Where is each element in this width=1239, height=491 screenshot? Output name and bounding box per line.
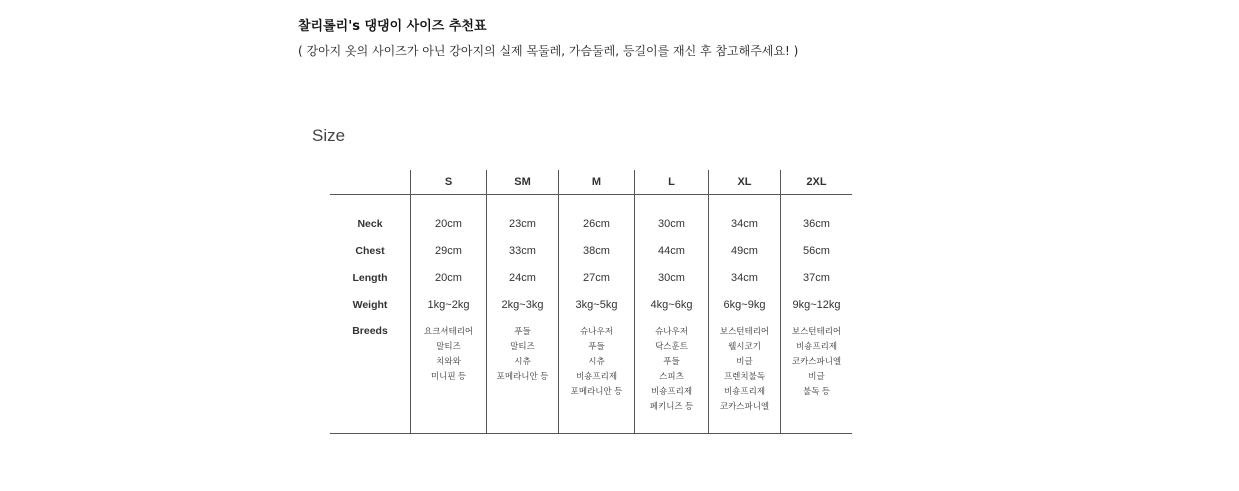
table-cell: 1kg~2kg [411,291,487,318]
breed-cell [487,318,559,433]
breed-name: 비숑프리제 [575,371,618,381]
breed-name: 닥스훈트 [655,341,688,351]
size-header-m: M [559,170,635,194]
size-header-l: L [635,170,709,194]
breed-name: 포메라니안 등 [570,386,623,396]
table-row-chest [330,237,852,264]
breed-name: 보스턴테리어 [719,326,770,336]
table-row-breeds [330,318,852,433]
table-cell: 36cm [781,210,853,237]
table-cell: 33cm [487,237,559,264]
breed-name: 코카스파니엘 [791,356,842,366]
breed-name: 코카스파니엘 [719,401,770,411]
breed-name: 푸들 [588,341,605,351]
size-table [330,170,852,434]
breed-cell [709,318,781,433]
table-cell: 34cm [709,210,781,237]
breed-name: 비숑프리제 [650,386,693,396]
breed-cell [559,318,635,433]
breed-name: 프렌치불독 [723,371,766,381]
breed-name: 말티즈 [436,341,461,351]
row-label-neck: Neck [357,217,383,230]
size-header-xl: XL [709,170,781,194]
breed-name: 웰시코기 [728,341,761,351]
breed-name: 스피츠 [659,371,684,381]
table-cell: 49cm [709,237,781,264]
breed-name: 불독 등 [803,386,830,396]
breed-name: 포메라니안 등 [496,371,549,381]
table-cell: 9kg~12kg [781,291,853,318]
row-label-breeds: Breeds [330,318,411,433]
size-header-s: S [411,170,487,194]
table-cell: 29cm [411,237,487,264]
table-cell: 26cm [559,210,635,237]
table-cell: 27cm [559,264,635,291]
table-cell: 30cm [635,264,709,291]
table-cell: 34cm [709,264,781,291]
row-label-weight: Weight [352,298,388,311]
spacer-row [330,194,852,210]
table-cell: 44cm [635,237,709,264]
breed-name: 미니핀 등 [430,371,467,381]
size-header-row [330,170,852,194]
table-cell: 4kg~6kg [635,291,709,318]
breed-name: 시츄 [588,356,605,366]
breed-name: 비숑프리제 [723,386,766,396]
breed-name: 비글 [736,356,753,366]
size-header-2xl: 2XL [781,170,853,194]
table-row-weight [330,291,852,318]
breed-name: 비숑프리제 [795,341,838,351]
breed-name: 요크셔테리어 [423,326,474,336]
breed-cell [411,318,487,433]
table-cell: 23cm [487,210,559,237]
table-cell: 3kg~5kg [559,291,635,318]
breed-name: 푸들 [514,326,531,336]
table-cell: 20cm [411,264,487,291]
table-cell: 20cm [411,210,487,237]
table-cell: 56cm [781,237,853,264]
table-cell: 2kg~3kg [487,291,559,318]
size-chart-title: Size [312,126,346,145]
row-label-chest: Chest [355,244,385,257]
table-row-length [330,264,852,291]
breed-name: 슈나우저 [655,326,688,336]
table-cell: 24cm [487,264,559,291]
table-cell: 37cm [781,264,853,291]
table-cell: 38cm [559,237,635,264]
table-cell: 30cm [635,210,709,237]
breed-name: 시츄 [514,356,531,366]
breed-cell [781,318,853,433]
breed-name: 페키니즈 등 [649,401,694,411]
header-corner [330,170,411,194]
breed-name: 비글 [808,371,825,381]
breed-cell [635,318,709,433]
row-label-length: Length [352,271,388,284]
breed-name: 푸들 [663,356,680,366]
breed-name: 말티즈 [510,341,535,351]
size-header-sm: SM [487,170,559,194]
breed-name: 치와와 [436,356,461,366]
breed-name: 보스턴테리어 [791,326,842,336]
breed-name: 슈나우저 [580,326,613,336]
table-cell: 6kg~9kg [709,291,781,318]
table-row-neck [330,210,852,237]
page-subheading: ( 강아지 옷의 사이즈가 아닌 강아지의 실제 목둘레, 가슴둘레, 등길이를 재신 후 참고해주세요! ) [298,44,799,58]
page-heading: 찰리롤리's 댕댕이 사이즈 추천표 [298,19,487,34]
